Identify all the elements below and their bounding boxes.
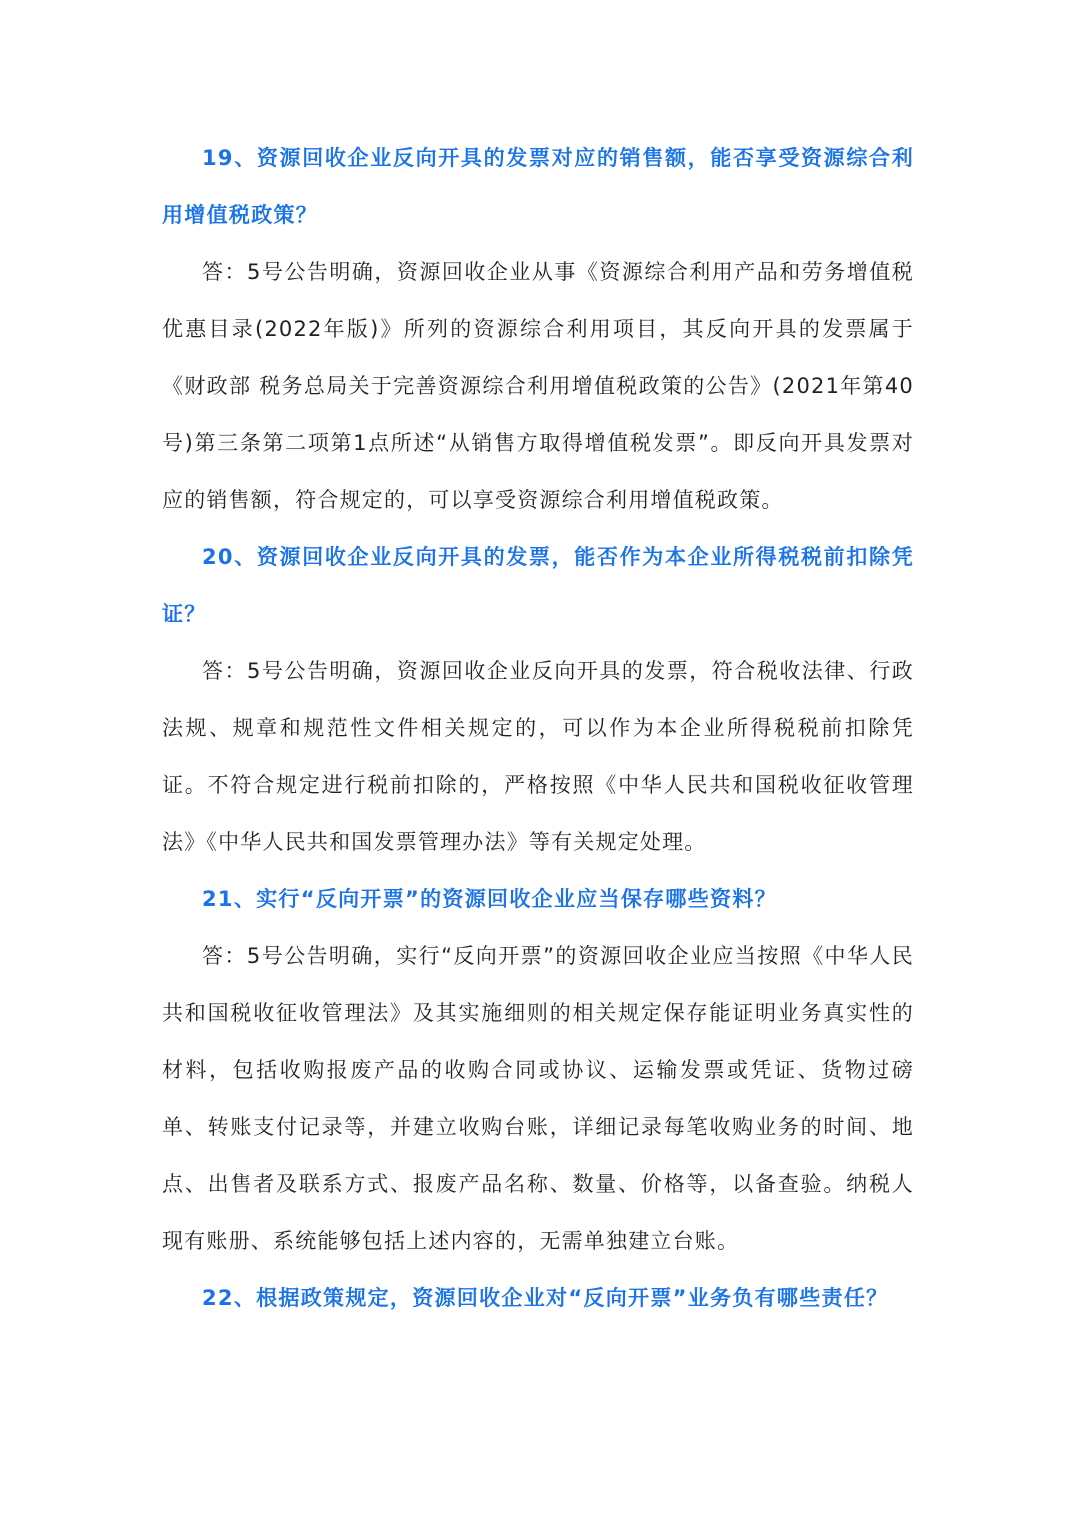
qa-item-22 — [162, 1270, 914, 1327]
question-heading: 22、根据政策规定，资源回收企业对“反向开票”业务负有哪些责任？ — [202, 1286, 889, 1310]
qa-item-19 — [162, 130, 914, 529]
question-heading: 20、资源回收企业反向开具的发票，能否作为本企业所得税税前扣除凭证？ — [162, 545, 914, 626]
answer-paragraph: 答：5号公告明确，实行“反向开票”的资源回收企业应当按照《中华人民共和国税收征收管理法》及其实施细则的相关规定保存能证明业务真实性的材料，包括收购报废产品的收购合同或协议、运输发票或凭证、货物过磅单、转账支付记录等，并建立收购台账，详细记录每笔收购业务的时间、地点、出售者及联系方式、报废产品名称、数量、价格等，以备查验。纳税人现有账册、系统能够包括上述内容的，无需单独建立台账。 — [162, 944, 914, 1253]
document-body — [162, 130, 914, 1327]
question-heading: 19、资源回收企业反向开具的发票对应的销售额，能否享受资源综合利用增值税政策？ — [162, 146, 914, 227]
answer-paragraph: 答：5号公告明确，资源回收企业反向开具的发票，符合税收法律、行政法规、规章和规范性文件相关规定的，可以作为本企业所得税税前扣除凭证。不符合规定进行税前扣除的，严格按照《中华人民共和国税收征收管理法》《中华人民共和国发票管理办法》等有关规定处理。 — [162, 659, 914, 854]
question-heading: 21、实行“反向开票”的资源回收企业应当保存哪些资料？ — [202, 887, 777, 911]
answer-paragraph: 答：5号公告明确，资源回收企业从事《资源综合利用产品和劳务增值税优惠目录(2022年版)》所列的资源综合利用项目，其反向开具的发票属于《财政部 税务总局关于完善资源综合利用增值税政策的公告》(2021年第40号)第三条第二项第1点所述“从销售方取得增值税发票”。即反向开具发票对应的销售额，符合规定的，可以享受资源综合利用增值税政策。 — [162, 260, 914, 512]
qa-item-21 — [162, 871, 914, 1270]
qa-item-20 — [162, 529, 914, 871]
